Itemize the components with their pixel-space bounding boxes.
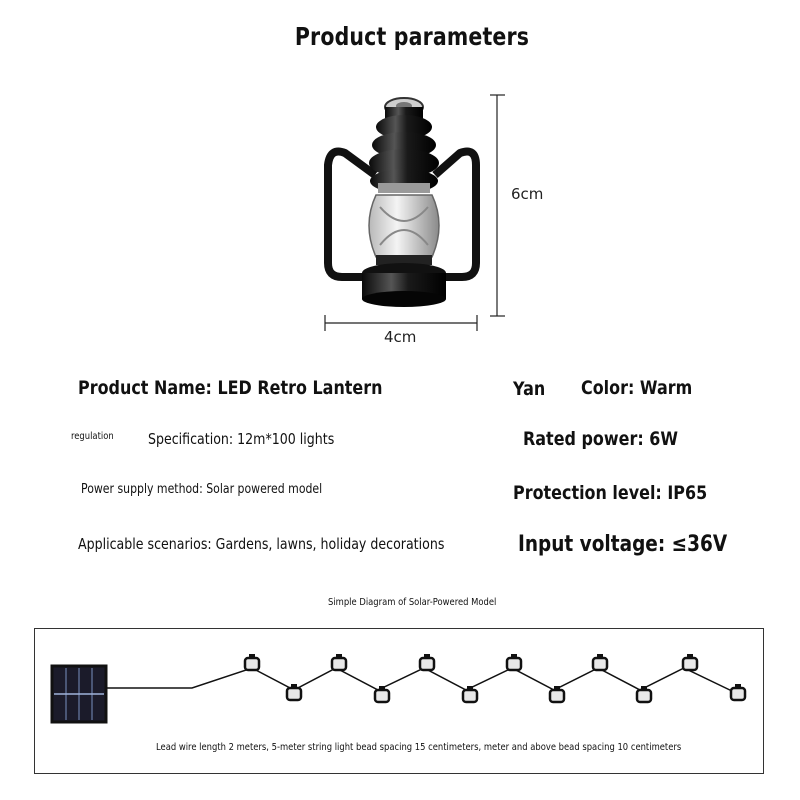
width-label: 4cm	[384, 328, 417, 346]
diagram-note: Lead wire length 2 meters, 5-meter string light bead spacing 15 centimeters, meter and above bead spacing 10 centimeters	[156, 742, 682, 753]
diagram-caption: Simple Diagram of Solar-Powered Model	[328, 597, 497, 608]
color-spec: Color: Warm	[581, 377, 693, 399]
input-voltage: Input voltage: ≤36V	[518, 532, 728, 557]
page-title: Product parameters	[294, 22, 530, 51]
power-supply: Power supply method: Solar powered model	[81, 482, 323, 497]
product-name: Product Name: LED Retro Lantern	[78, 377, 383, 399]
protection-level: Protection level: IP65	[513, 482, 708, 504]
rated-power: Rated power: 6W	[523, 428, 678, 450]
regulation-label: regulation	[71, 431, 114, 442]
specification: Specification: 12m*100 lights	[148, 430, 335, 448]
dimension-lines	[310, 85, 520, 335]
height-label: 6cm	[511, 185, 544, 203]
yan-label: Yan	[513, 378, 546, 400]
solar-panel-icon	[52, 666, 106, 722]
applicable-scenarios: Applicable scenarios: Gardens, lawns, holiday decorations	[78, 535, 445, 553]
light-bead-icon	[245, 654, 745, 702]
